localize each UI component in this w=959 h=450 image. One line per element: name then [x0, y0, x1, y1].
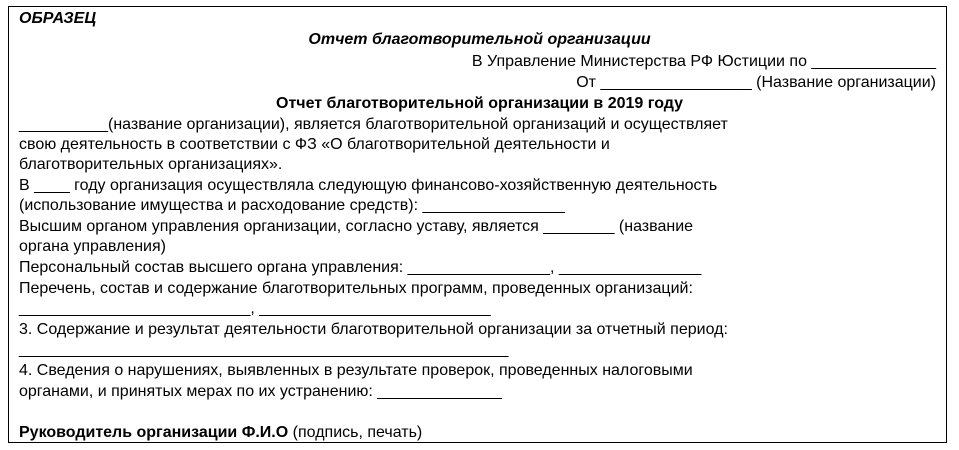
signature-note: (подпись, печать) [288, 424, 423, 441]
signature-role: Руководитель организации Ф.И.О [19, 424, 289, 441]
addressee-line: В Управление Министерства РФ Юстиции по ______________ [471, 53, 936, 70]
body-line: __________________________, __________________________ [19, 300, 491, 317]
document-title: Отчет благотворительной организации [308, 31, 651, 48]
body-line: свою деятельность в соответствии с ФЗ «О благотворительной деятельности и [19, 136, 610, 153]
body-line: Персональный состав высшего органа управления: ________________, ________________ [19, 259, 702, 276]
report-heading: Отчет благотворительной организации в 2019 году [276, 95, 683, 112]
signature-line [19, 423, 422, 443]
body-line: 3. Содержание и результат деятельности благотворительной организации за отчетный период: [19, 321, 728, 338]
body-line: благотворительных организациях». [19, 156, 283, 173]
body-line: __________(название организации), является благотворительной организаций и осуществляет [19, 116, 728, 133]
body-line: В ____ году организация осуществляла следующую финансово-хозяйственную деятельность [19, 177, 718, 194]
body-line: 4. Сведения о нарушениях, выявленных в результате проверок, проведенных налоговыми [19, 362, 693, 379]
body-line: (использование имущества и расходование средств): ________________ [19, 197, 565, 214]
sender-line: От _________________ (Название организации) [576, 74, 936, 91]
body-line: органа управления) [19, 238, 166, 255]
body-line: Перечень, состав и содержание благотворительных программ, проведенных организаций: [19, 280, 693, 297]
body-line: органами, и принятых мерах по их устранению: ______________ [19, 383, 502, 400]
body-line: _______________________________________________________ [19, 341, 509, 358]
body-line: Высшим органом управления организации, согласно уставу, является ________ (название [19, 218, 694, 235]
sample-label: ОБРАЗЕЦ [19, 10, 96, 27]
